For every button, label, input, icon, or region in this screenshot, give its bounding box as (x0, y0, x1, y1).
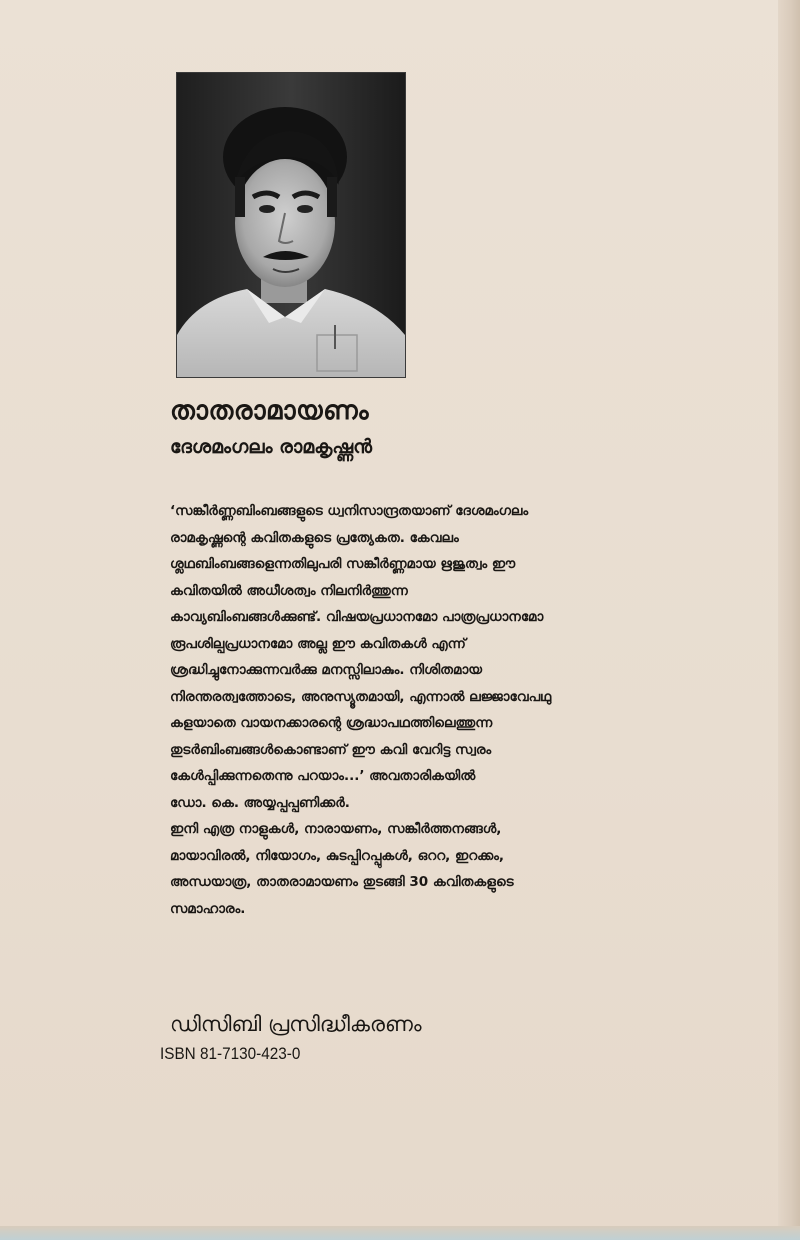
author-photo (176, 72, 406, 378)
blurb-line: സമാഹാരം. (170, 900, 246, 917)
author-name: ദേശമംഗലം രാമകൃഷ്ണൻ (170, 436, 373, 458)
cover-bottom-edge (0, 1226, 800, 1240)
blurb-line: രാമകൃഷ്ണന്റെ കവിതകളുടെ പ്രത്യേകത. കേവലം (170, 529, 459, 546)
blurb-line: രൂപശില്പപ്രധാനമോ അല്ല ഈ കവിതകൾ എന്ന് (170, 635, 466, 652)
book-title: താതരാമായണം (170, 396, 369, 426)
blurb-line: കേൾപ്പിക്കുന്നതെന്നു പറയാം...’ അവതാരികയിൽ (170, 768, 476, 784)
blurb-line: ‘സങ്കീർണ്ണബിംബങ്ങളുടെ ധ്വനിസാന്ദ്രതയാണ് ദേശമംഗലം (170, 503, 529, 519)
blurb-line: നിരന്തരത്വത്തോടെ, അനുസ്യൂതമായി, എന്നാൽ ലജ്ജാവേപഥു (170, 688, 552, 705)
blurb-line: മായാവിരൽ, നിയോഗം, കുടപ്പിറപ്പുകൾ, ഒററ, ഇറക്കം, (170, 847, 505, 864)
publisher-name: ഡിസിബി പ്രസിദ്ധീകരണം (170, 1012, 422, 1036)
blurb-line: അന്ധയാത്ര, താതരാമായണം തുടങ്ങി 30 കവിതകളുടെ (170, 874, 514, 890)
isbn-number: ISBN 81-7130-423-0 (160, 1044, 301, 1063)
blurb-text (170, 498, 570, 922)
blurb-line: കവിതയിൽ അധീശത്വം നിലനിർത്തുന്ന (170, 582, 408, 599)
blurb-line: കാവ്യബിംബങ്ങൾക്കുണ്ട്. വിഷയപ്രധാനമോ പാത്രപ്രധാനമോ (170, 609, 544, 625)
blurb-line: കളയാതെ വായനക്കാരന്റെ ശ്രദ്ധാപഥത്തിലെത്തുന്ന (170, 715, 493, 731)
blurb-line: ഡോ. കെ. അയ്യപ്പപ്പണിക്കർ. (170, 794, 350, 811)
blurb-line: ഇനി എത്ര നാളുകൾ, നാരായണം, സങ്കീർത്തനങ്ങൾ, (170, 821, 502, 837)
cover-edge (778, 0, 800, 1240)
blurb-line: ശ്രദ്ധിച്ചുനോക്കുന്നവർക്കു മനസ്സിലാകും. നിശിതമായ (170, 662, 483, 678)
blurb-line: ശ്ലഥബിംബങ്ങളെന്നതിലുപരി സങ്കീർണ്ണമായ ഋജുത്വം ഈ (170, 556, 516, 572)
blurb-line: തുടർബിംബങ്ങൾകൊണ്ടാണ് ഈ കവി വേറിട്ട സ്വരം (170, 741, 492, 758)
